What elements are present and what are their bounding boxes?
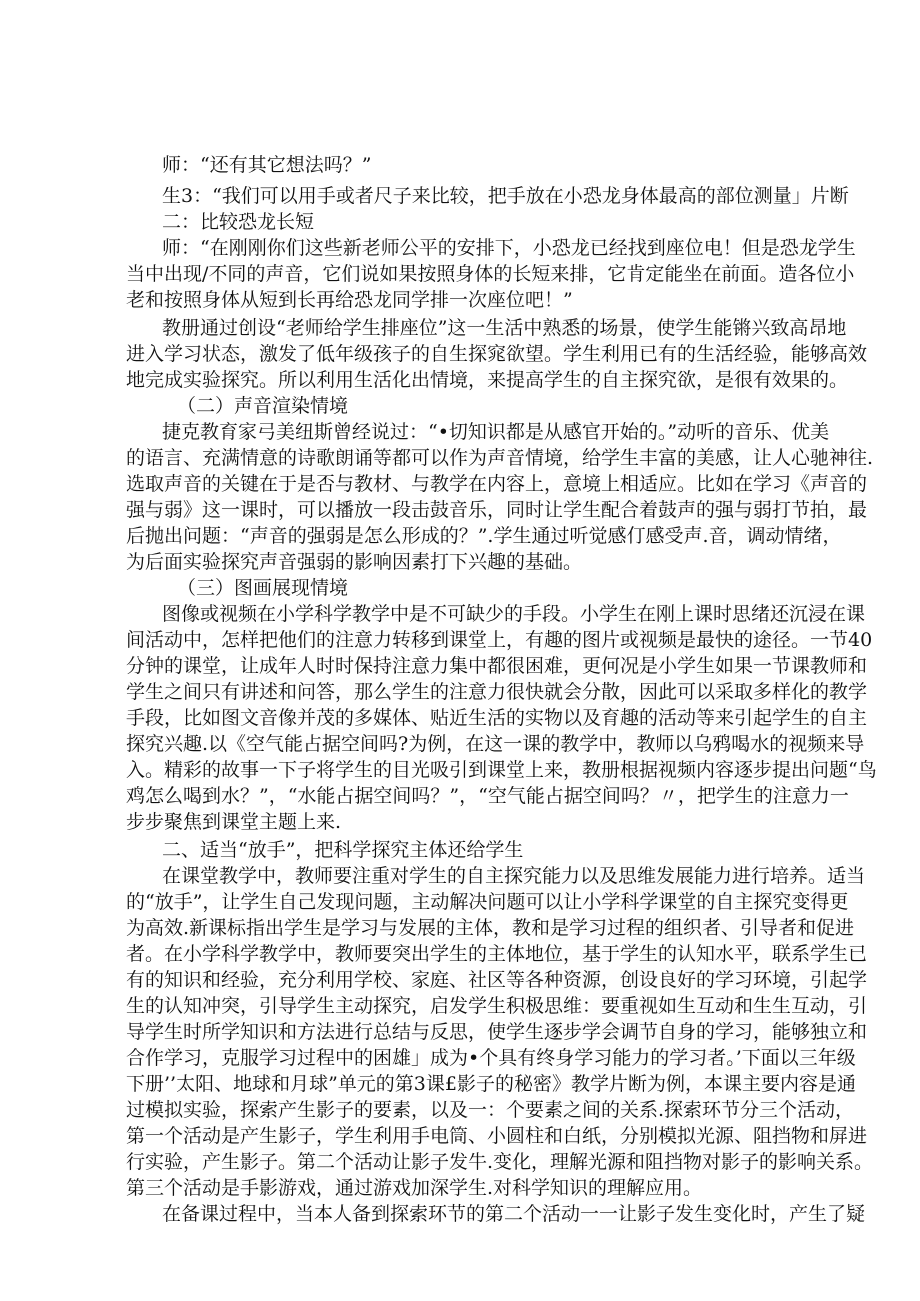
text-line: 为后面实验探究声音强弱的影响因素打下兴趣的基础。 bbox=[126, 551, 583, 573]
text-line: 强与弱》这一课时，可以播放一段击鼓音乐，同时让学生配合着鼓声的强与弱打节拍，最 bbox=[126, 499, 868, 521]
text-line: 生的认知冲突，引导学生主动探究，启发学生积极思维：要重视如生互动和生生互动，引 bbox=[126, 995, 868, 1017]
text-line: 步步聚焦到课堂主题上来. bbox=[126, 811, 342, 833]
text-line: 间活动中，怎样把他们的注意力转移到课堂上，有趣的图片或视频是最快的途径。一节40 bbox=[126, 629, 873, 651]
text-line: 在课堂教学中，教师要注重对学生的自主探究能力以及思维发展能力进行培养。适当 bbox=[162, 865, 866, 887]
text-line: 后抛出问题：“声音的强弱是怎么形成的？”.学生通过听觉感仃感受声.音，调动情绪， bbox=[126, 525, 842, 547]
text-line: 手段，比如图文音像并茂的多媒体、贴近生活的实物以及育趣的活动等来引起学生的自主 bbox=[126, 707, 868, 729]
text-line: 导学生时所学知识和方法进行总结与反思，使学生逐步学会调节自身的学习，能够独立和 bbox=[126, 1021, 868, 1043]
text-line: 鸡怎么喝到水？”，“水能占据空间吗？”，“空气能占据空间吗？〃，把学生的注意力一 bbox=[126, 785, 849, 807]
text-line: 的“放手”，让学生自己发现问题，主动解决问题可以让小学科学课堂的自主探究变得更 bbox=[126, 891, 849, 913]
text-line: 过模拟实验，探索产生影子的要素，以及一：个要素之间的关系.探索环节分三个活动， bbox=[126, 1099, 855, 1121]
text-line: 师：“在刚刚你们这些新老师公平的安排下，小恐龙已经找到座位电！但是恐龙学生 bbox=[162, 237, 856, 259]
text-line: 为高效.新课标指出学生是学习与发展的主体，教和是学习过程的组织者、引导者和促进 bbox=[126, 917, 855, 939]
text-line: 二、适当“放手”，把科学探究主体还给学生 bbox=[162, 839, 524, 861]
text-line: 合作学习，克服学习过程中的困雄」成为•个具有终身学习能力的学习者。’下面以三年级 bbox=[126, 1047, 856, 1069]
text-line: 行实验，产生影子。第二个活动让影子发牛.变化，理解光源和阻挡物对影子的影响关系。 bbox=[126, 1151, 874, 1173]
text-line: 二：比较恐龙长短 bbox=[162, 211, 315, 233]
text-line: 教册通过创设“老师给学生排座位”这一生活中熟悉的场景，使学生能锵兴致高昂地 bbox=[162, 317, 847, 339]
text-line: 进入学习状态，激发了低年级孩子的自生探窕欲望。学生利用已有的生活经验，能够高效 bbox=[126, 343, 868, 365]
text-line: 当中出现/不同的声音，它们说如果按照身体的长短来排，它肯定能坐在前面。造各位小 bbox=[126, 263, 855, 285]
text-line: 在备课过程中，当本人备到探索环节的第二个活动一一让影子发生变化时，产生了疑 bbox=[162, 1203, 866, 1225]
text-line: 捷克教育家弓美纽斯曾经说过：“•切知识都是从感官开始的。”动听的音乐、优美 bbox=[162, 421, 830, 443]
text-line: 下册’’太阳、地球和月球”单元的第3课£影子的秘密》教学片断为例，本课主要内容是通 bbox=[126, 1073, 856, 1095]
text-line: 选取声音的关键在于是否与教材、与教学在内容上，意境上相适应。比如在学习《声音的 bbox=[126, 473, 868, 495]
text-line: 有的知识和经验，充分利用学校、家庭、社区等各种资源，创设良好的学习环境，引起学 bbox=[126, 969, 868, 991]
text-line: 的语言、充满情意的诗歌朗诵等都可以作为声音情境，给学生丰富的美感，让人心驰神往. bbox=[126, 447, 874, 469]
text-line: 图像或视频在小学科学教学中是不可缺少的手段。小学生在刚上课时思绪还沉浸在课 bbox=[162, 603, 866, 625]
text-line: 探究兴趣.以《空气能占据空间吗?为例，在这一课的教学中，教师以乌鸦喝水的视频来导 bbox=[126, 733, 865, 755]
text-line: （二）声音渲染情境 bbox=[177, 395, 349, 417]
text-line: 师：“还有其它想法吗？” bbox=[162, 154, 372, 176]
text-line: 学生之间只有讲述和问答，那么学生的注意力很快就会分散，因此可以采取多样化的教学 bbox=[126, 681, 868, 703]
text-line: 地完成实验探究。所以利用生活化出情境，来提高学生的自主探究欲，是很有效果的。 bbox=[126, 369, 849, 391]
text-line: 分钟的课堂，让成年人时时保持注意力集中都很困难，更何况是小学生如果一节课教师和 bbox=[126, 655, 868, 677]
text-line: 生3：“我们可以用手或者尺子来比较，把手放在小恐龙身体最高的部位测量」片断 bbox=[162, 185, 849, 207]
text-line: 第三个活动是手影游戏，通过游戏加深学生.对科学知识的理解应用。 bbox=[126, 1177, 703, 1199]
text-line: 老和按照身体从短到长再给恐龙同学排一次座位吧！” bbox=[126, 289, 573, 311]
text-line: 第一个活动是产生影子，学生利用手电筒、小圆柱和白纸，分别模拟光源、阻挡物和屏进 bbox=[126, 1125, 868, 1147]
text-line: 者。在小学科学教学中，教师要突出学生的主体地位，基于学生的认知水平，联系学生已 bbox=[126, 943, 868, 965]
text-line: 入。精彩的故事一下子将学生的目光吸引到课堂上来，教册根据视频内容逐步提出问题“鸟 bbox=[126, 759, 877, 781]
text-line: （三）图画展现情境 bbox=[177, 577, 349, 599]
